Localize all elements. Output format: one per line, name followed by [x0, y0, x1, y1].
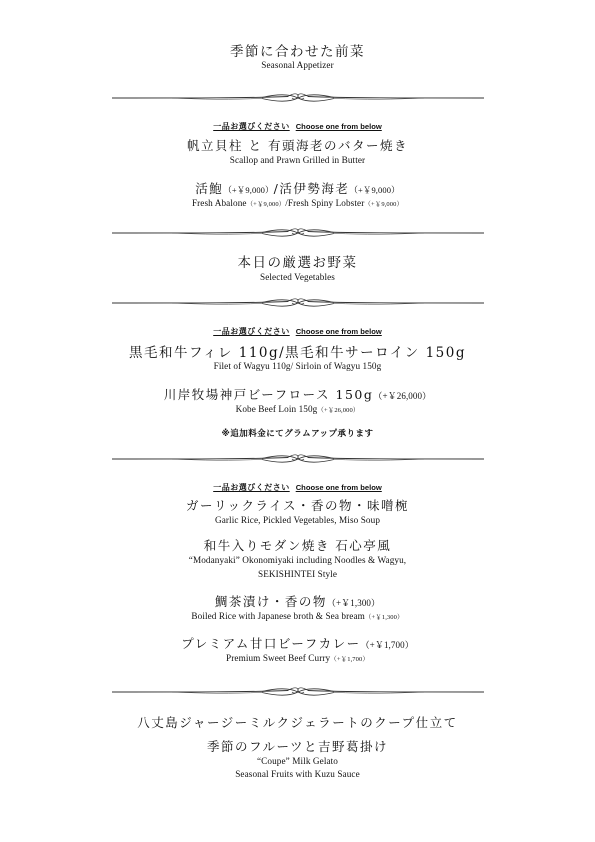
divider-5 [112, 685, 484, 699]
course3-choose-label [0, 482, 595, 493]
course2-choose-label [0, 326, 595, 337]
course3-item4-jp [0, 634, 595, 652]
item-name: Premium Sweet Beef Curry [226, 653, 331, 663]
course3-item1-jp: ガーリックライス・香の物・味噌椀 [185, 498, 409, 513]
item-price: （+￥9,000） [223, 185, 274, 195]
course2-note: ※追加料金にてグラムアップ承ります [221, 429, 374, 439]
course2-item1-jp: 黒毛和牛フィレ 110g/黒毛和牛サーロイン 150g [129, 345, 466, 361]
choose-en: Choose one from below [295, 327, 382, 336]
item-price: （+￥1,700） [330, 656, 369, 663]
divider-4 [112, 452, 484, 466]
course1-choose-label [0, 121, 595, 132]
choose-en: Choose one from below [295, 122, 382, 131]
course3-item3-en [0, 611, 595, 621]
dessert-title-en-line2: Seasonal Fruits with Kuzu Sauce [235, 769, 360, 779]
course3-item2-jp: 和牛入りモダン焼き 石心亭風 [203, 538, 392, 553]
course2-item2-jp [0, 385, 595, 403]
course2-item1-en: Filet of Wagyu 110g/ Sirloin of Wagyu 150g [213, 361, 382, 371]
course1-item2-jp [0, 179, 595, 197]
choose-en: Choose one from below [295, 483, 382, 492]
item-price: （+￥26,000） [373, 391, 432, 401]
item-price: （+￥1,300） [364, 614, 404, 621]
dessert-title-jp-line2: 季節のフルーツと吉野葛掛け [206, 739, 388, 754]
item-name: 活鮑 [195, 181, 224, 196]
divider-3 [112, 296, 484, 310]
vegetables-title-en: Selected Vegetables [260, 272, 335, 282]
course3-item2-en-line2: SEKISHINTEI Style [257, 569, 338, 579]
appetizer-title-jp: 季節に合わせた前菜 [230, 44, 365, 60]
dessert-title-en-line1: “Coupe” Milk Gelato [257, 756, 338, 766]
course1-item1-en: Scallop and Prawn Grilled in Butter [229, 155, 366, 165]
item-price: （+￥9,000） [349, 185, 400, 195]
course1-item1-jp: 帆立貝柱 と 有頭海老のバター焼き [187, 138, 408, 153]
vegetables-title-jp: 本日の厳選お野菜 [237, 255, 358, 271]
divider-1 [112, 91, 484, 105]
item-name: Kobe Beef Loin 150g [235, 404, 318, 414]
course3-item3-jp [0, 592, 595, 610]
item-name: Boiled Rice with Japanese broth & Sea bream [191, 611, 365, 621]
course2-item2-en [0, 404, 595, 414]
course3-item1-en: Garlic Rice, Pickled Vegetables, Miso Soup [214, 515, 381, 525]
item-price: （+￥9,000） [246, 201, 286, 208]
course1-item2-en [0, 198, 595, 208]
item-name: /Fresh Spiny Lobster [285, 198, 365, 208]
choose-jp: 一品お選びください [213, 483, 290, 492]
item-name: 川岸牧場神戸ビーフロース 150g [163, 387, 374, 402]
divider-2 [112, 226, 484, 240]
item-price: （+￥9,000） [364, 201, 404, 208]
item-price: （+￥1,700） [360, 640, 414, 650]
item-name: プレミアム甘口ビーフカレー [181, 636, 361, 651]
item-name: 鯛茶漬け・香の物 [214, 594, 327, 609]
item-price: （+￥26,000） [317, 407, 360, 414]
choose-jp: 一品お選びください [213, 122, 290, 131]
item-name: Fresh Abalone [191, 198, 247, 208]
item-price: （+￥1,300） [326, 598, 381, 608]
item-name: /活伊勢海老 [273, 181, 350, 196]
appetizer-title-en: Seasonal Appetizer [261, 60, 334, 70]
course3-item4-en [0, 653, 595, 663]
dessert-title-jp-line1: 八丈島ジャージーミルクジェラートのクープ仕立て [137, 715, 458, 730]
choose-jp: 一品お選びください [213, 327, 290, 336]
course3-item2-en-line1: “Modanyaki” Okonomiyaki including Noodles & Wagyu, [188, 555, 407, 565]
